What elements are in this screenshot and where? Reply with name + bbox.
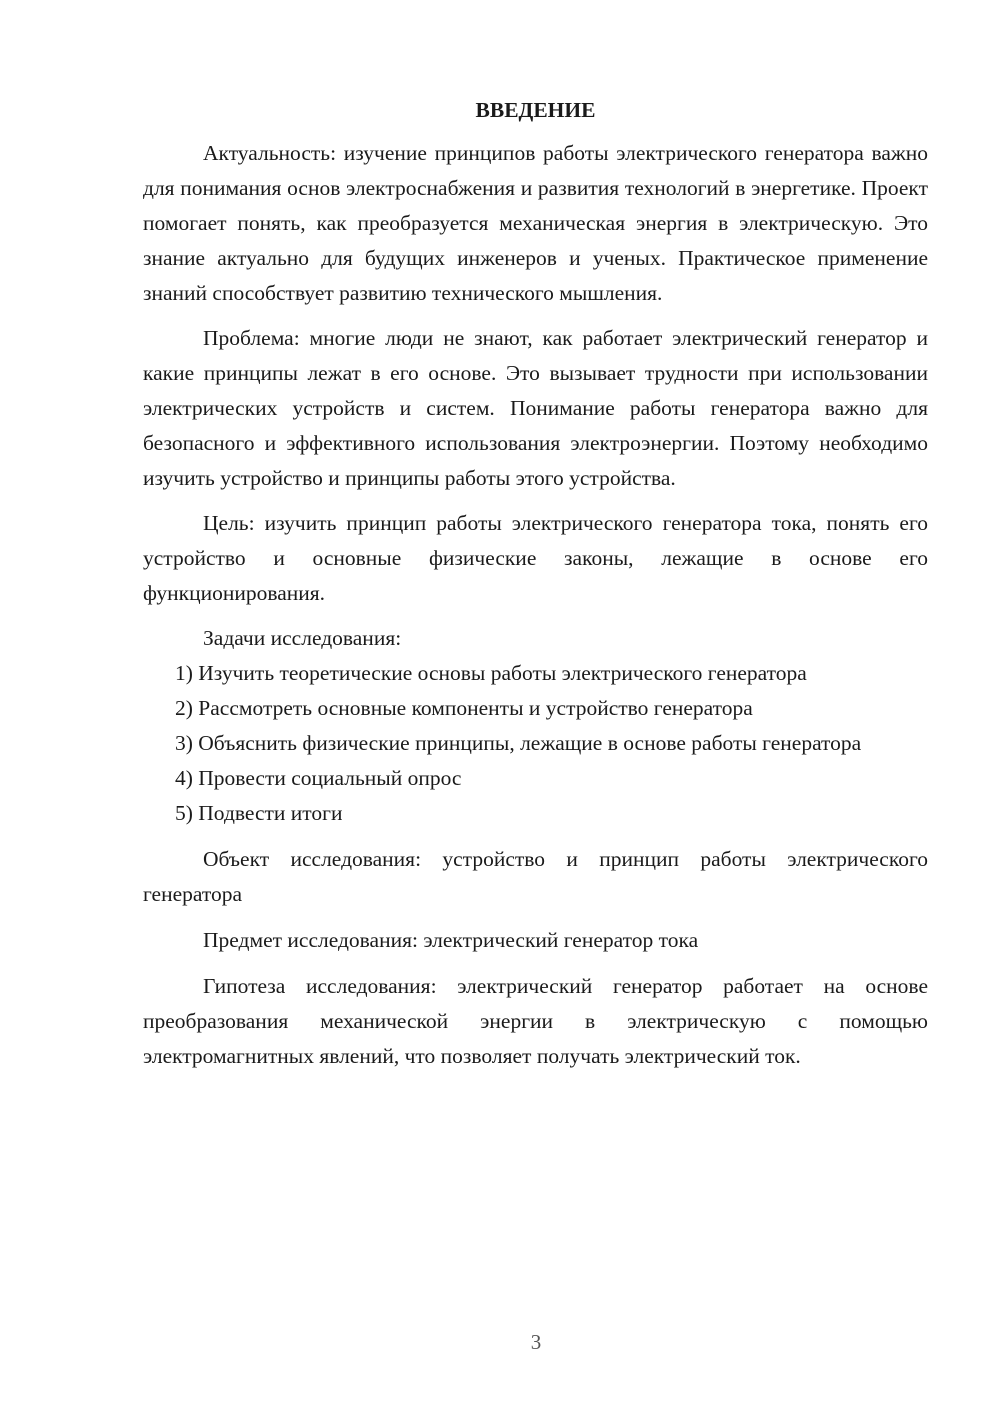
document-page	[143, 94, 928, 1074]
task-item-2: 2) Рассмотреть основные компоненты и устройство генератора	[175, 696, 753, 720]
tasks-heading: Задачи исследования:	[203, 626, 402, 650]
paragraph-subject: Предмет исследования: электрический генератор тока	[203, 928, 699, 952]
page-number: 3	[530, 1330, 542, 1354]
paragraph-problem: Проблема: многие люди не знают, как работает электрический генератор и какие принципы лежат в его основе. Это вызывает трудности при использовании электрических устройств и систем. Понимание работы генератора важно для безопасного и эффективного использования электроэнергии. Поэтому необходимо изучить устройство и принципы работы этого устройства.	[143, 326, 928, 490]
paragraph-hypothesis: Гипотеза исследования: электрический генератор работает на основе преобразования механической энергии в электрическую с помощью электромагнитных явлений, что позволяет получать электрический ток.	[143, 974, 928, 1068]
task-item-1: 1) Изучить теоретические основы работы электрического генератора	[175, 661, 807, 685]
task-item-5: 5) Подвести итоги	[175, 801, 343, 825]
paragraph-object: Объект исследования: устройство и принцип работы электрического генератора	[143, 847, 928, 906]
paragraph-relevance: Актуальность: изучение принципов работы электрического генератора важно для понимания основ электроснабжения и развития технологий в энергетике. Проект помогает понять, как преобразуется механическая энергия в электрическую. Это знание актуально для будущих инженеров и ученых. Практическое применение знаний способствует развитию технического мышления.	[143, 141, 928, 305]
task-item-4: 4) Провести социальный опрос	[175, 766, 462, 790]
section-title: ВВЕДЕНИЕ	[475, 98, 596, 122]
paragraph-goal: Цель: изучить принцип работы электрического генератора тока, понять его устройство и основные физические законы, лежащие в основе его функционирования.	[143, 511, 928, 605]
task-item-3: 3) Объяснить физические принципы, лежащие в основе работы генератора	[175, 731, 862, 755]
